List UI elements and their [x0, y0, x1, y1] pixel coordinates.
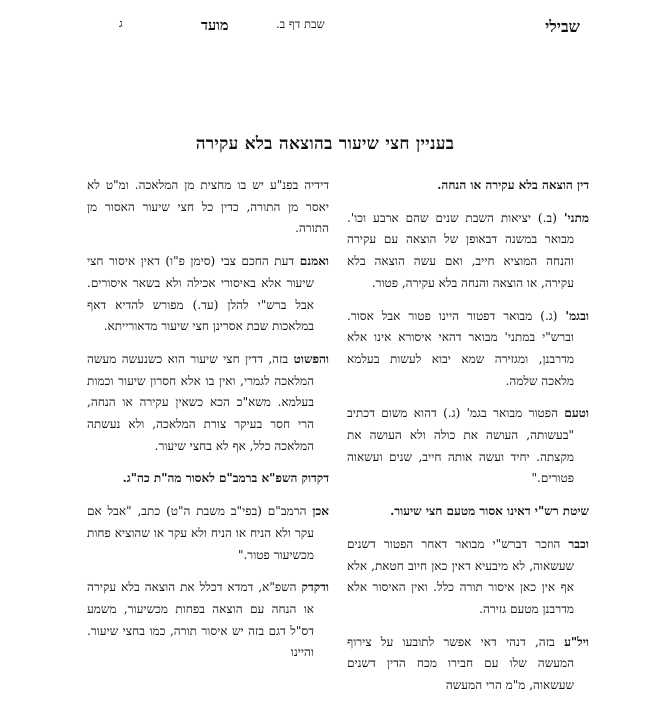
paragraph-text: השפ"א, דמדא דכלל את הוצאה בלא עקירה או הנחה עם הוצאה בפחות מכשיעור, משמע דס"ל דגם בזה יש איסור תורה, כמו בחצי שיעור. והיינו	[87, 580, 314, 660]
header-section-name: מועד	[201, 17, 229, 34]
paragraph	[87, 175, 329, 240]
paragraph	[347, 534, 589, 621]
paragraph-lead-word: ודקדק	[301, 580, 329, 595]
paragraph	[347, 306, 589, 393]
paragraph-lead-word: ואמנם	[299, 254, 329, 269]
section-heading: דין הוצאה בלא עקירה או הנחה.	[437, 178, 589, 192]
right-text-column	[347, 175, 589, 708]
paragraph	[87, 349, 329, 458]
paragraph-text: בזה, דדין חצי שיעור הוא כשנעשה מעשה המלאכה לגמרי, ואין בו אלא חסרון שיעור וכמות בעלמא. משא"כ הכא כשאין עקירה או הנחה, הרי חסר בעיקר צורת המלאכה, ולא נעשתה המלאכה כלל, אף לא בחצי שיעור.	[87, 351, 314, 453]
paragraph-lead-word: מתני'	[563, 210, 589, 225]
paragraph-lead-word: אכן	[312, 504, 329, 519]
paragraph-lead-word: ובגמ'	[565, 308, 589, 323]
paragraph-lead-word: וכבר	[568, 536, 589, 551]
paragraph	[347, 403, 589, 490]
paragraph-text: (ב.) יציאות השבת שנים שהם ארבע וכו'. מבואר במשנה דבאופן של הוצאה עם עקירה והנחה המוציא חייב, ואם עשה הוצאה בלא עקירה, או הוצאה והנחה בלא עקירה, פטור.	[347, 210, 574, 290]
paragraph	[87, 251, 329, 338]
paragraph-lead-word: והפשוט	[293, 351, 329, 366]
paragraph-text: בזה, דנהי דאי אפשר לתובעו על צירוף המעשה שלו עם חבירו מכח הדין דשנים שעשאוה, מ"מ הרי המעשה	[347, 634, 574, 693]
section-heading: שיטת רש"י דאינו אסור מטעם חצי שיעור.	[390, 504, 589, 519]
paragraph-text: הפטור מבואר בגמ' (ג.) דהוא משום דכתיב "בעשותה, העושה את כולה ולא העושה את מקצתה. יחיד ועשה אותה חייב, שנים ועשאוה פטורים."	[347, 406, 574, 486]
paragraph-text: דעת החכם צבי (סימן פ"ו) דאין איסור חצי שיעור אלא באיסורי אכילה ולא בשאר איסורים. אבל ברש"י להלן (עד.) מפורש להדיא דאף במלאכות שבת אסרינן חצי שיעור מדאורייתא.	[87, 254, 314, 334]
header-page-reference: שבת דף ב.	[276, 17, 325, 31]
header-page-number: ג	[119, 17, 123, 30]
header-book-title: שבילי	[545, 17, 580, 36]
paragraph-lead-word: וטעם	[564, 406, 589, 421]
paragraph-text: הוזכר דברש"י מבואר דאחר הפטור דשנים שעשאוה, לא מיבעיא דאין כאן חיוב חטאת, אלא אף אין כאן איסור תורה כלל. ואין האיסור אלא מדרבנן מטעם גזירה.	[347, 536, 574, 616]
paragraph	[87, 501, 329, 566]
paragraph-lead-word: ויל"ע	[564, 634, 589, 649]
chapter-title: בעניין חצי שיעור בהוצאה בלא עקירה	[195, 134, 455, 154]
section-heading: דקדוק השפ"א ברמב"ם לאסור מה"ת כה"ג.	[122, 471, 329, 486]
paragraph-text: הרמב"ם (בפי"ב משבת ה"ט) כתב, "אבל אם עקר ולא הניח או הניח ולא עקר או שהוציא פחות מכשיעור פטור."	[87, 504, 314, 562]
paragraph	[347, 208, 589, 295]
paragraph	[87, 577, 329, 664]
paragraph-text: דידיה בפנ"ע יש בו מחצית מן המלאכה. ומ"ט לא יאסר מן התורה, כדין כל חצי שיעור האסור מן התורה.	[87, 178, 329, 236]
left-text-column	[87, 175, 329, 675]
paragraph	[347, 632, 589, 697]
paragraph-text: (ג.) מבואר דפטור היינו פטור אבל אסור. וברש"י במתני' מבואר דהאי איסורא אינו אלא מדרבנן, ומגזירה שמא יבוא לעשות בעלמא מלאכה שלמה.	[347, 308, 574, 388]
